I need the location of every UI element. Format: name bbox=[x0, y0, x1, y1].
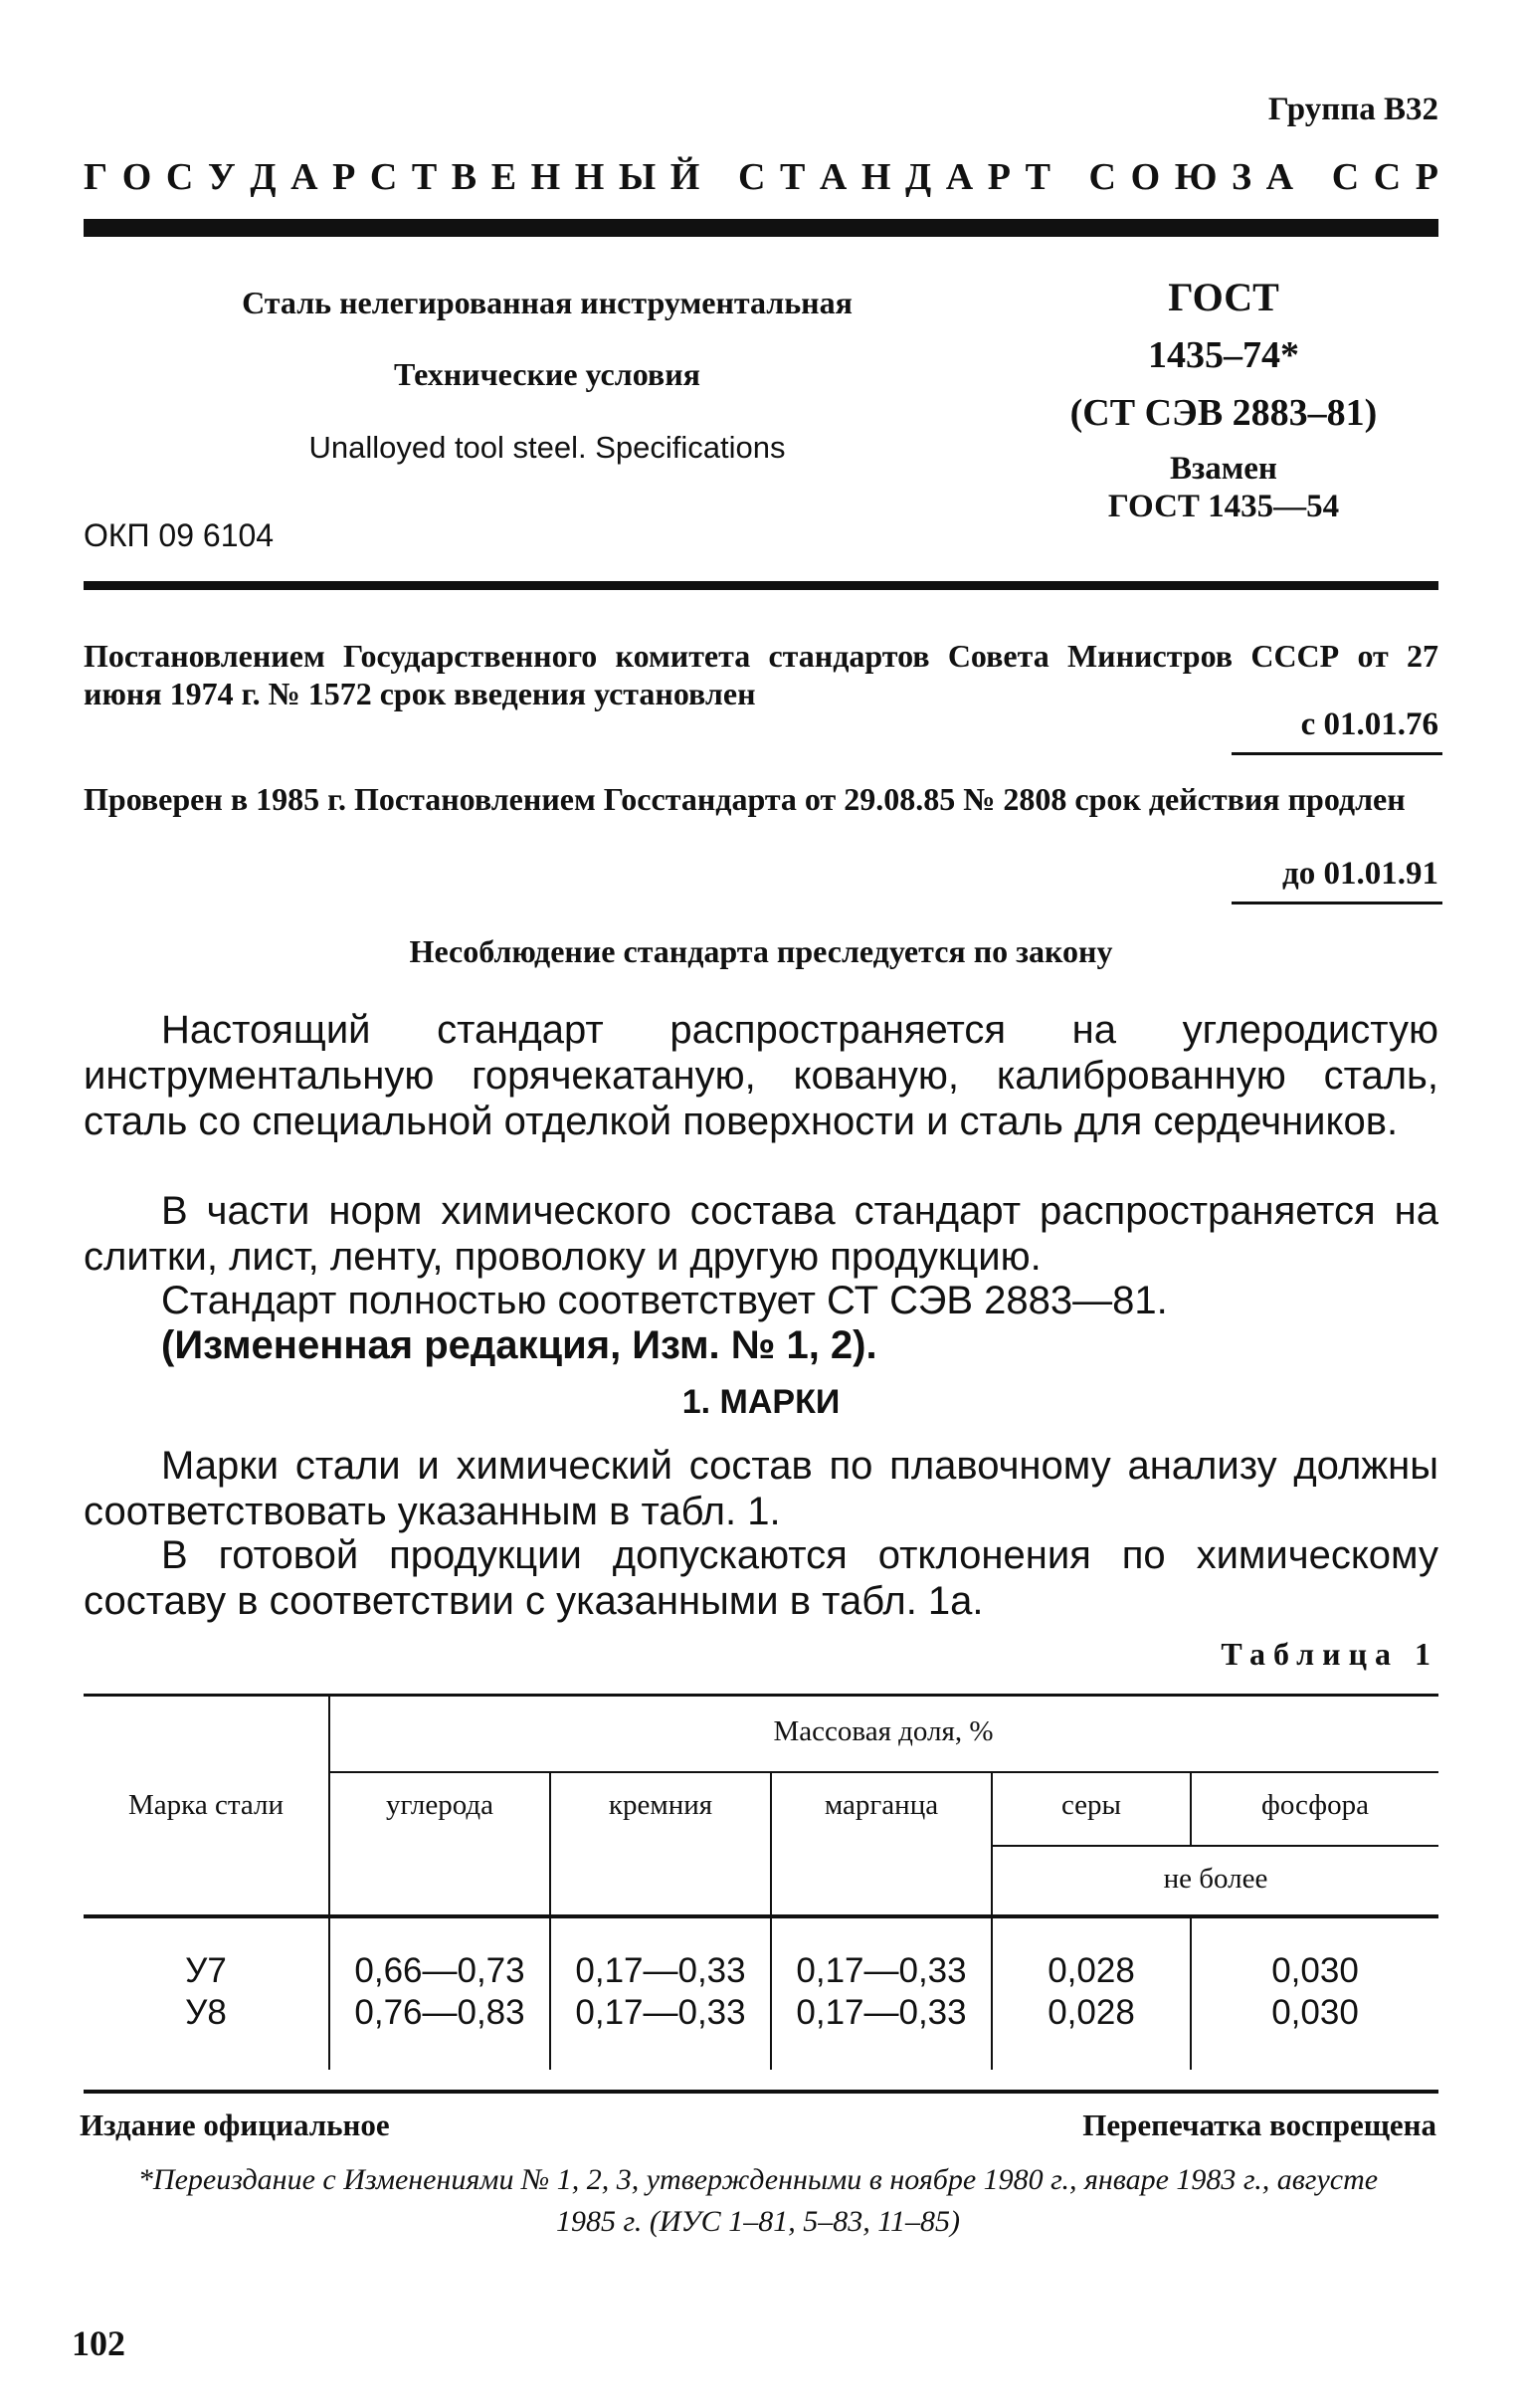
page-number: 102 bbox=[72, 2323, 125, 2363]
heading-letter: Т bbox=[779, 156, 806, 198]
heading-letter: Р bbox=[332, 156, 356, 198]
table-rule bbox=[84, 1914, 1438, 1918]
replaces-label: Взамен bbox=[1170, 451, 1277, 488]
column-header: не более bbox=[1163, 1863, 1268, 1895]
column-group-header: Массовая доля, % bbox=[773, 1715, 994, 1747]
heading-letter: Р bbox=[987, 156, 1011, 198]
heading-letter: Р bbox=[1415, 156, 1438, 198]
paragraph: Марки стали и химический состав по плавочному анализу должны соответствовать указанным в табл. 1. bbox=[84, 1444, 1438, 1533]
column-header: Марка стали bbox=[128, 1789, 284, 1821]
heading-letter: Ю bbox=[1174, 156, 1218, 198]
gost-sev-number: (СТ СЭВ 2883–81) bbox=[1069, 391, 1378, 434]
footer-divider bbox=[84, 2090, 1438, 2094]
paragraph: В части норм химического состава стандарт распространяется на слитки, лист, ленту, проволоку и другую продукцию. bbox=[84, 1189, 1438, 1279]
table-rule bbox=[328, 1771, 1438, 1773]
heading-letter bbox=[1064, 155, 1074, 199]
official-edition-label: Издание официальное bbox=[80, 2107, 390, 2142]
heading-letter: Н bbox=[574, 156, 605, 198]
table-cell: 0,028 bbox=[1048, 1993, 1135, 2032]
section-heading: 1. МАРКИ bbox=[681, 1383, 841, 1421]
heading-letter: В bbox=[451, 156, 477, 198]
standard-title-english: Unalloyed tool steel. Specifications bbox=[308, 430, 786, 465]
heading-letter: Д bbox=[250, 156, 277, 198]
table-cell: 0,17—0,33 bbox=[796, 1951, 967, 1990]
header-divider bbox=[84, 219, 1438, 237]
heading-letter: С bbox=[1373, 156, 1402, 198]
heading-letter: О bbox=[121, 156, 152, 198]
heading-letter: Т bbox=[1025, 156, 1050, 198]
heading-letter: Ы bbox=[618, 156, 657, 198]
heading-letter: Н bbox=[530, 156, 561, 198]
table-cell: 0,17—0,33 bbox=[796, 1993, 967, 2032]
gost-number: 1435–74* bbox=[1148, 334, 1299, 376]
heading-letter: Е bbox=[490, 156, 517, 198]
heading-letter: А bbox=[819, 156, 848, 198]
heading-letter: С bbox=[369, 156, 398, 198]
gost-label: ГОСТ bbox=[1168, 275, 1279, 319]
table-cell: 0,17—0,33 bbox=[575, 1951, 746, 1990]
heading-letter: З bbox=[1232, 156, 1252, 198]
table-cell: 0,028 bbox=[1048, 1951, 1135, 1990]
heading-letter bbox=[714, 155, 724, 199]
review-text: Проверен в 1985 г. Постановлением Госстандарта от 29.08.85 № 2808 срок действия продлен bbox=[84, 781, 1406, 817]
table-cell: 0,66—0,73 bbox=[354, 1951, 525, 1990]
paragraph: Стандарт полностью соответствует СТ СЭВ 2883—81. bbox=[161, 1279, 1168, 1322]
column-header: кремния bbox=[608, 1789, 713, 1821]
heading-letter: А bbox=[1265, 156, 1294, 198]
extension-date: до 01.01.91 bbox=[1282, 856, 1438, 892]
paragraph: В готовой продукции допускаются отклонения по химическому составу в соответствии с указанными в табл. 1а. bbox=[84, 1533, 1438, 1623]
standard-title: Сталь нелегированная инструментальная bbox=[242, 285, 853, 320]
heading-letter: О bbox=[1130, 156, 1161, 198]
date-underline bbox=[1232, 902, 1442, 904]
amendment-note: (Измененная редакция, Изм. № 1, 2). bbox=[161, 1323, 877, 1367]
standard-subtitle: Технические условия bbox=[394, 356, 700, 392]
heading-letter: А bbox=[290, 156, 318, 198]
heading-letter: С bbox=[1088, 156, 1116, 198]
table-cell: 0,030 bbox=[1271, 1993, 1359, 2032]
reprint-prohibited-label: Перепечатка воспрещена bbox=[1082, 2107, 1436, 2142]
reissue-footnote: *Переиздание с Изменениями № 1, 2, 3, утвержденными в ноябре 1980 г., январе 1983 г., августе 1985 г. (ИУС 1–81, 5–83, 11–85) bbox=[137, 2163, 1379, 2238]
heading-letter bbox=[1308, 155, 1318, 199]
column-header: серы bbox=[1060, 1789, 1122, 1821]
table-cell: У7 bbox=[185, 1951, 227, 1990]
table-cell: 0,76—0,83 bbox=[354, 1993, 525, 2032]
heading-letter: Г bbox=[84, 156, 108, 198]
group-code: Группа В32 bbox=[1267, 92, 1438, 127]
column-header: фосфора bbox=[1261, 1789, 1369, 1821]
paragraph: Настоящий стандарт распространяется на углеродистую инструментальную горячекатаную, кованую, калиброванную сталь, сталь со специальной отделкой поверхности и сталь для сердечников. bbox=[84, 1008, 1438, 1143]
heading-letter: С bbox=[737, 156, 766, 198]
heading-letter: А bbox=[945, 156, 974, 198]
column-header: углерода bbox=[385, 1789, 494, 1821]
heading-letter: У bbox=[207, 156, 236, 198]
decree-text: Постановлением Государственного комитета стандартов Совета Министров СССР от 27 июня 1974 г. № 1572 срок введения установлен bbox=[84, 638, 1438, 711]
introduction-date: с 01.01.76 bbox=[1300, 706, 1438, 742]
table-cell: 0,030 bbox=[1271, 1951, 1359, 1990]
state-standard-heading bbox=[84, 155, 1438, 199]
law-notice: Несоблюдение стандарта преследуется по закону bbox=[409, 933, 1113, 969]
table-rule bbox=[84, 1694, 1438, 1697]
composition-table bbox=[84, 1694, 1438, 2070]
title-divider bbox=[84, 581, 1438, 590]
heading-letter: Й bbox=[669, 156, 700, 198]
column-header: марганца bbox=[824, 1789, 939, 1821]
gost-designation bbox=[1035, 275, 1413, 526]
date-underline bbox=[1232, 752, 1442, 755]
replaced-gost: ГОСТ 1435—54 bbox=[1107, 489, 1340, 525]
table-caption: Таблица 1 bbox=[1221, 1636, 1438, 1672]
heading-letter: С bbox=[1331, 156, 1360, 198]
heading-letter: Д bbox=[905, 156, 932, 198]
heading-letter: С bbox=[165, 156, 194, 198]
heading-letter: Н bbox=[860, 156, 891, 198]
okp-code: ОКП 09 6104 bbox=[84, 517, 275, 553]
table-cell: У8 bbox=[185, 1993, 227, 2032]
heading-letter: Т bbox=[411, 156, 438, 198]
table-rule bbox=[991, 1845, 1438, 1847]
table-cell: 0,17—0,33 bbox=[575, 1993, 746, 2032]
